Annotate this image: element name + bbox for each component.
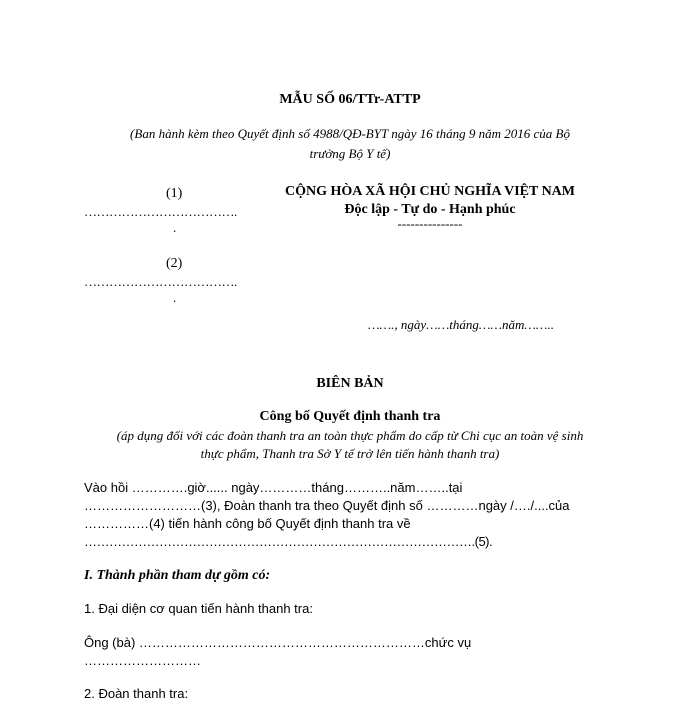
body-line-2: ………………………(3), Đoàn thanh tra theo Quyết định số …………ngày /…./....của <box>84 498 570 513</box>
document-title: BIÊN BẢN <box>316 376 384 391</box>
form-number: MẪU SỐ 06/TTr-ATTP <box>279 92 421 107</box>
person-dots: ……………………… <box>84 653 201 668</box>
issuance-note-line2: trưởng Bộ Y tế) <box>309 146 391 161</box>
agency-dots-1: ………………………………. <box>84 204 237 219</box>
date-line: ……., ngày……tháng……năm…….. <box>368 317 554 332</box>
agency-label-2: (2) <box>166 256 183 271</box>
document-subtitle: Công bố Quyết định thanh tra <box>259 409 441 424</box>
national-title: CỘNG HÒA XÃ HỘI CHỦ NGHĨA VIỆT NAM <box>284 184 575 199</box>
national-motto: Độc lập - Tự do - Hạnh phúc <box>344 202 516 217</box>
issuance-note-line1: (Ban hành kèm theo Quyết định số 4988/QĐ-BYT ngày 16 tháng 9 năm 2016 của Bộ <box>130 126 570 141</box>
agency-label-1: (1) <box>166 186 183 201</box>
person-line: Ông (bà) …………………………………………………………chức vụ <box>84 635 472 650</box>
scope-note-line2: thực phẩm, Thanh tra Sở Y tế trở lên tiến hành thanh tra) <box>200 446 500 461</box>
scope-note-line1: (áp dụng đối với các đoàn thanh tra an toàn thực phẩm do cấp từ Chi cục an toàn vệ sinh <box>116 428 584 443</box>
agency-dot-1: . <box>173 220 177 235</box>
section-1-heading: I. Thành phần tham dự gồm có: <box>84 568 271 583</box>
body-line-1: Vào hồi ………….giờ...... ngày…………tháng………..năm……..tại <box>84 480 463 495</box>
body-line-4: ………………………………………………………………………………….(5). <box>84 534 493 549</box>
item-1-label: 1. Đại diện cơ quan tiến hành thanh tra: <box>84 601 313 616</box>
item-2-label: 2. Đoàn thanh tra: <box>84 686 189 701</box>
agency-dot-2: . <box>173 290 177 305</box>
motto-rule: --------------- <box>397 216 463 231</box>
agency-dots-2: ………………………………. <box>84 274 237 289</box>
body-line-3: ……………(4) tiến hành công bố Quyết định thanh tra về <box>84 516 411 531</box>
